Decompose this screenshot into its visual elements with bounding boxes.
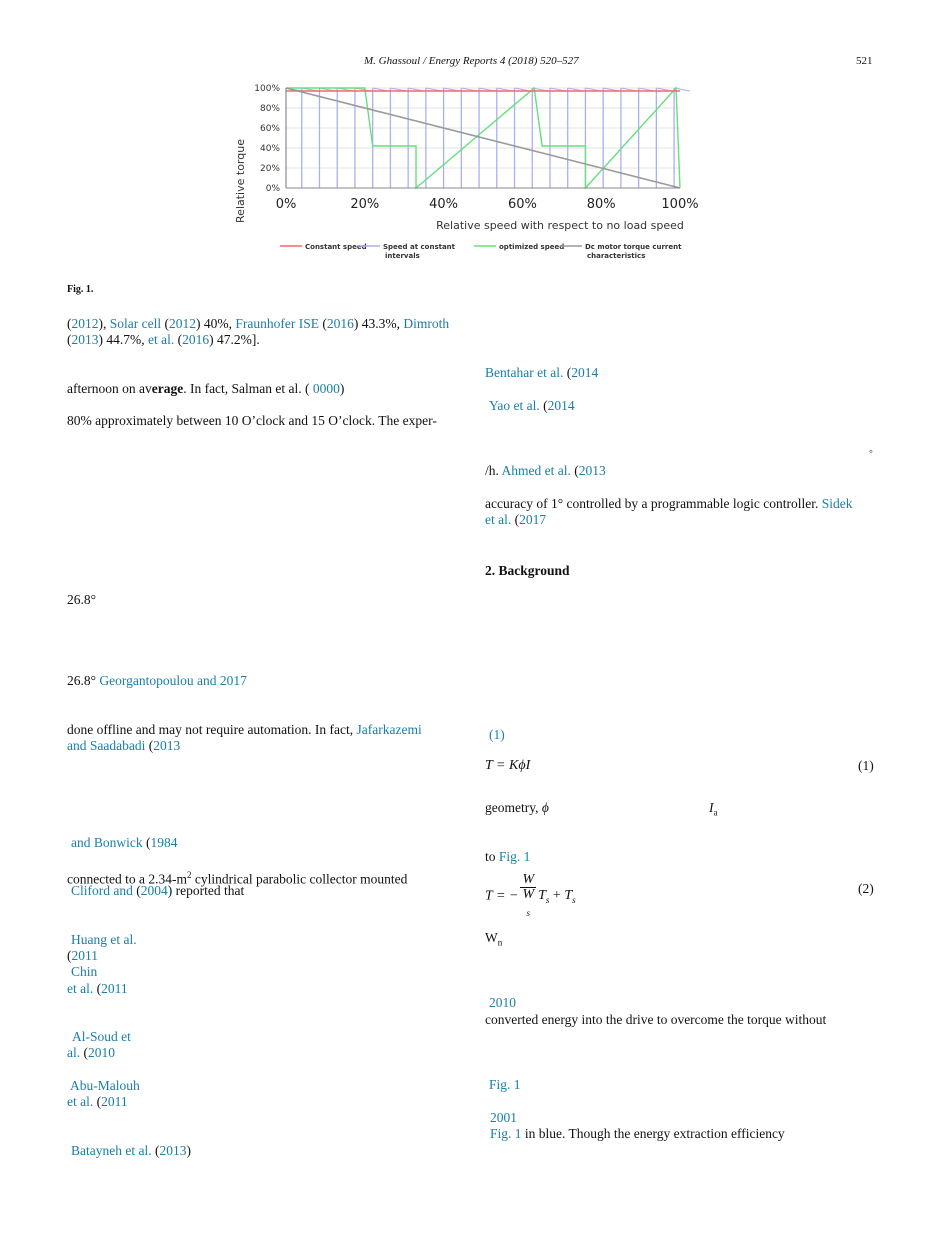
right-line-2: Yao et al. (2014 <box>489 398 575 413</box>
x-tick-label: 0% <box>275 197 297 212</box>
ref-link[interactable]: 2011 <box>101 1094 128 1109</box>
ref-link[interactable]: et al. <box>485 512 512 527</box>
y-tick-labels <box>254 84 280 194</box>
ref-link[interactable]: 2010 <box>489 995 516 1010</box>
current-symbol: $I_a$ <box>709 800 718 818</box>
ref-link[interactable]: 2013 <box>578 463 606 478</box>
legend-label: Speed at constant <box>383 243 456 251</box>
x-tick-label: 60% <box>507 197 537 212</box>
right-line-12: converted energy into the drive to overcome the torque without <box>485 1012 827 1027</box>
ref-link[interactable]: 2014 <box>571 365 599 380</box>
x-tick-label: 80% <box>586 197 616 212</box>
chart-marks <box>286 88 690 188</box>
legend-label: intervals <box>385 252 420 260</box>
ref-link[interactable]: 1984 <box>150 835 178 850</box>
legend-label: optimized speed <box>499 243 565 251</box>
ref-link[interactable]: 2001 <box>490 1110 517 1125</box>
right-line-10: $W_n$ <box>485 930 503 948</box>
ref-link[interactable]: 2011 <box>101 981 128 996</box>
ref-link[interactable]: Chin <box>71 964 98 979</box>
ref-link[interactable]: al. <box>67 1045 81 1060</box>
ref-link[interactable]: 2016 <box>326 316 354 331</box>
y-tick-label: 80% <box>259 104 280 114</box>
ref-link[interactable]: 2014 <box>547 398 575 413</box>
ref-link[interactable]: 2013 <box>159 1143 187 1158</box>
legend-label: characteristics <box>587 252 646 260</box>
left-line-7: done offline and may not require automation. In fact, Jafarkazemi <box>67 722 422 737</box>
equation-1: T = KϕI <box>485 758 531 773</box>
ref-link[interactable]: and Saadabadi <box>67 738 146 753</box>
ref-link[interactable]: 2011 <box>71 948 98 963</box>
ref-link[interactable]: 2012 <box>168 316 196 331</box>
ref-link[interactable]: Batayneh et al. <box>71 1143 152 1158</box>
ref-link[interactable]: Bentahar et al. <box>485 365 564 380</box>
ref-link[interactable]: et al. <box>67 981 94 996</box>
ref-link[interactable]: 2012 <box>71 316 99 331</box>
x-tick-label: 100% <box>661 197 699 212</box>
ref-link[interactable]: 0000 <box>312 381 340 396</box>
degree-mark: ◦ <box>869 446 873 458</box>
left-line-17: al. (2010 <box>67 1045 115 1060</box>
ref-link[interactable]: et al. <box>67 1094 94 1109</box>
ref-link[interactable]: Cliford and <box>71 883 133 898</box>
ref-link[interactable]: Georgantopoulou and 2017 <box>99 673 247 688</box>
fig-link[interactable]: Fig. 1 <box>489 1077 521 1092</box>
ref-link[interactable]: and Bonwick <box>71 835 143 850</box>
left-line-11: Cliford and (2004) reported that <box>71 883 245 898</box>
right-line-9: to Fig. 1 <box>485 849 531 864</box>
fig-link[interactable]: Fig. 1 <box>490 1126 522 1141</box>
ref-link[interactable]: Dimroth <box>403 316 450 331</box>
legend-label: Dc motor torque current <box>585 243 682 251</box>
ref-link[interactable]: Yao et al. <box>489 398 540 413</box>
figure-caption: Fig. 1. <box>67 284 94 295</box>
ref-link[interactable]: Solar cell <box>109 316 162 331</box>
ref-link[interactable]: Jafarkazemi <box>356 722 422 737</box>
x-tick-label: 40% <box>429 197 459 212</box>
left-line-9: and Bonwick (1984 <box>71 835 178 850</box>
ref-link[interactable]: 2013 <box>153 738 181 753</box>
ref-link[interactable]: 2010 <box>88 1045 115 1060</box>
y-tick-label: 20% <box>259 164 280 174</box>
ref-link[interactable]: Al-Soud et <box>72 1029 131 1044</box>
left-line-19: et al. (2011 <box>67 1094 128 1109</box>
ref-link[interactable]: 2017 <box>519 512 547 527</box>
equation-ref-link[interactable]: (1) <box>489 727 505 742</box>
right-line-6: et al. (2017 <box>485 512 547 527</box>
ref-link[interactable]: et al. <box>148 332 175 347</box>
left-line-4: 80% approximately between 10 O’clock and 15 O’clock. The exper- <box>67 413 437 428</box>
ref-link[interactable]: Abu-Malouh <box>70 1078 140 1093</box>
chart-legend <box>280 243 682 260</box>
y-tick-label: 100% <box>254 84 280 94</box>
equation-1-number: (1) <box>858 758 874 773</box>
running-title: M. Ghassoul / Energy Reports 4 (2018) 520–527 <box>364 55 579 67</box>
ref-link[interactable]: Sidek <box>821 496 853 511</box>
left-line-8: and Saadabadi (2013 <box>67 738 181 753</box>
y-tick-label: 60% <box>259 124 280 134</box>
figure-1-chart <box>228 80 718 270</box>
ref-link[interactable]: 2016 <box>182 332 210 347</box>
left-line-10: connected to a $2.34-m^2$ cylindrical parabolic collector mounted <box>67 870 408 887</box>
equation-2: T = − W W $_s$ $T_s + T_s$ <box>485 872 576 918</box>
x-axis-label: Relative speed with respect to no load speed <box>436 219 684 232</box>
page-number: 521 <box>856 55 873 67</box>
left-line-20: Batayneh et al. (2013) <box>71 1143 191 1158</box>
left-line-13: (2011 <box>67 948 98 963</box>
ref-link[interactable]: 2004 <box>140 883 168 898</box>
left-line-6: 26.8° Georgantopoulou and 2017 <box>67 673 247 688</box>
left-line-3: afternoon on average. In fact, Salman et al. ( 0000) <box>67 381 345 396</box>
y-axis-label: Relative torque <box>234 139 247 223</box>
ref-link[interactable]: Fraunhofer ISE <box>235 316 319 331</box>
left-line-1: (2012), Solar cell (2012) 40%, Fraunhofer ISE (2016) 43.3%, Dimroth <box>67 316 450 331</box>
y-tick-label: 0% <box>265 184 280 194</box>
right-line-5: accuracy of 1° controlled by a programmable logic controller. Sidek <box>485 496 853 511</box>
ref-link[interactable]: Huang et al. <box>71 932 137 947</box>
right-line-1: Bentahar et al. (2014 <box>485 365 599 380</box>
x-tick-labels <box>276 197 699 212</box>
legend-label: Constant speed <box>305 243 367 251</box>
left-line-2: (2013) 44.7%, et al. (2016) 47.2%]. <box>67 332 260 347</box>
right-line-15: Fig. 1 in blue. Though the energy extraction efficiency <box>490 1126 785 1141</box>
y-tick-label: 40% <box>259 144 280 154</box>
ref-link[interactable]: Ahmed et al. <box>501 463 571 478</box>
section-heading: 2. Background <box>485 563 570 578</box>
equation-2-number: (2) <box>858 881 874 896</box>
left-line-5: 26.8° <box>67 592 97 607</box>
ref-link[interactable]: 2013 <box>71 332 99 347</box>
left-line-15: et al. (2011 <box>67 981 128 996</box>
x-tick-label: 20% <box>350 197 380 212</box>
right-line-8: geometry, ϕ <box>485 800 549 815</box>
right-line-4: /h. Ahmed et al. (2013 <box>485 463 606 478</box>
fig-link[interactable]: Fig. 1 <box>498 849 531 864</box>
